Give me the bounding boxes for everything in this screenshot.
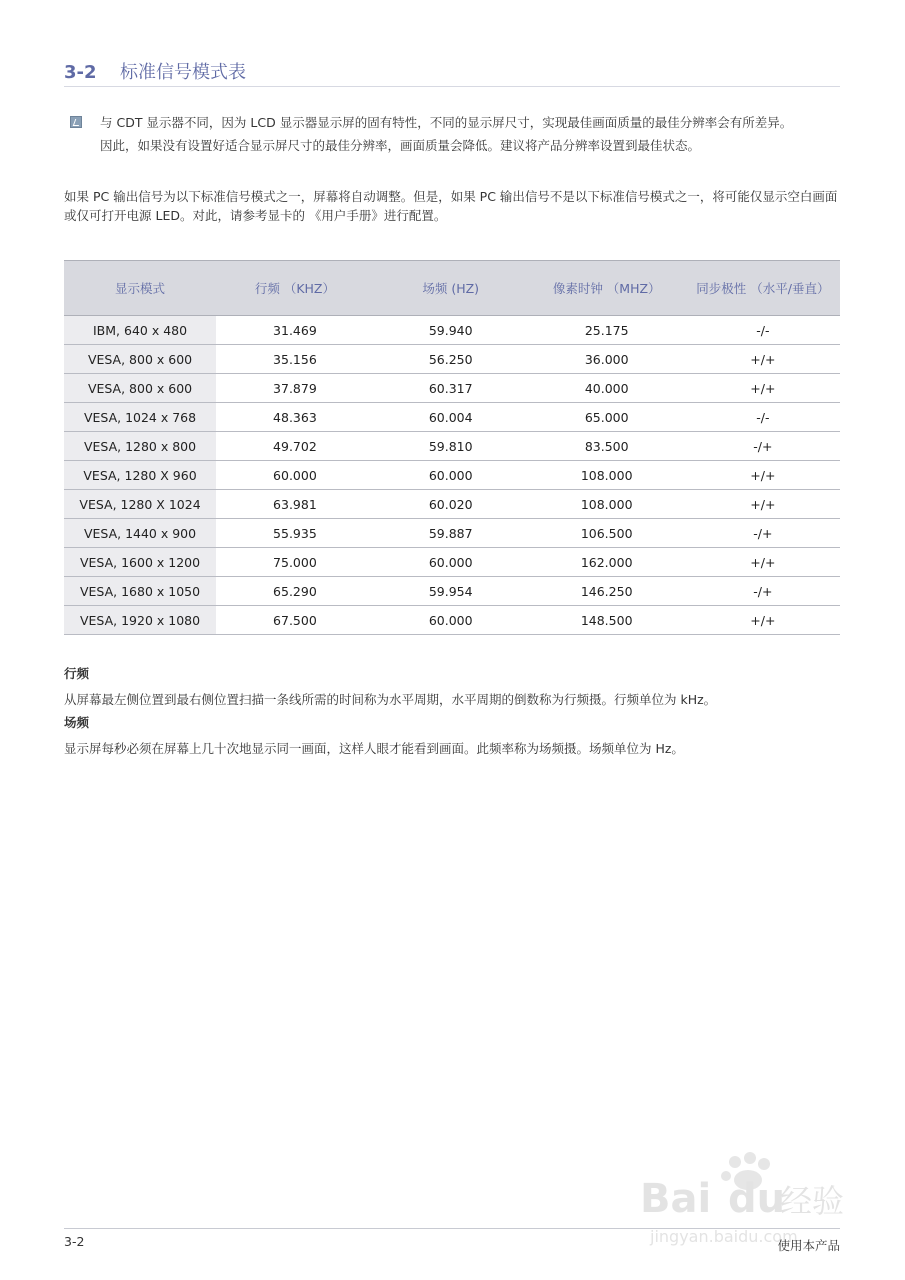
header-pixel-clock: 像素时钟 （MHZ） <box>528 261 686 316</box>
cell-pixel-clock: 162.000 <box>528 548 686 577</box>
cell-sync-polarity: +/+ <box>686 548 840 577</box>
cell-horizontal-frequency: 48.363 <box>216 403 374 432</box>
cell-horizontal-frequency: 75.000 <box>216 548 374 577</box>
table-row <box>64 345 840 374</box>
cell-sync-polarity: +/+ <box>686 461 840 490</box>
cell-pixel-clock: 148.500 <box>528 606 686 635</box>
cell-vertical-frequency: 59.810 <box>374 432 528 461</box>
page-heading <box>64 60 840 87</box>
table-row <box>64 316 840 345</box>
cell-display-mode: VESA, 1024 x 768 <box>64 403 216 432</box>
cell-pixel-clock: 106.500 <box>528 519 686 548</box>
note-icon <box>70 116 82 128</box>
cell-sync-polarity: -/+ <box>686 519 840 548</box>
intro-paragraph: 如果 PC 输出信号为以下标准信号模式之一，屏幕将自动调整。但是，如果 PC 输出信号不是以下标准信号模式之一，将可能仅显示空白画面或仅可打开电源 LED。对此，请参考显卡的 《用户手册》进行配置。 <box>64 189 838 223</box>
cell-pixel-clock: 146.250 <box>528 577 686 606</box>
cell-sync-polarity: -/+ <box>686 577 840 606</box>
signal-mode-table <box>64 260 840 635</box>
cell-display-mode: VESA, 800 x 600 <box>64 345 216 374</box>
cell-vertical-frequency: 56.250 <box>374 345 528 374</box>
note-line-2: 因此，如果没有设置好适合显示屏尺寸的最佳分辨率，画面质量会降低。建议将产品分辨率设置到最佳状态。 <box>100 138 701 153</box>
table-row <box>64 490 840 519</box>
cell-display-mode: VESA, 1920 x 1080 <box>64 606 216 635</box>
cell-horizontal-frequency: 49.702 <box>216 432 374 461</box>
watermark-suffix: 经验 <box>780 1182 845 1220</box>
cell-sync-polarity: -/- <box>686 316 840 345</box>
cell-display-mode: VESA, 800 x 600 <box>64 374 216 403</box>
cell-display-mode: VESA, 1440 x 900 <box>64 519 216 548</box>
cell-pixel-clock: 36.000 <box>528 345 686 374</box>
cell-horizontal-frequency: 60.000 <box>216 461 374 490</box>
definition-text: 显示屏每秒必须在屏幕上几十次地显示同一画面，这样人眼才能看到画面。此频率称为场频摄。场频单位为 Hz。 <box>64 741 684 756</box>
table-body <box>64 316 840 635</box>
watermark-brand: Bai <box>640 1176 712 1222</box>
cell-vertical-frequency: 60.000 <box>374 461 528 490</box>
cell-horizontal-frequency: 67.500 <box>216 606 374 635</box>
table-row <box>64 519 840 548</box>
footer-page-number: 3-2 <box>64 1234 85 1249</box>
svg-text:du: du <box>728 1176 786 1222</box>
table-row <box>64 577 840 606</box>
footer-chapter-title: 使用本产品 <box>777 1238 840 1253</box>
cell-display-mode: VESA, 1280 X 960 <box>64 461 216 490</box>
cell-sync-polarity: -/- <box>686 403 840 432</box>
cell-display-mode: VESA, 1280 X 1024 <box>64 490 216 519</box>
table-row <box>64 606 840 635</box>
cell-horizontal-frequency: 65.290 <box>216 577 374 606</box>
cell-sync-polarity: +/+ <box>686 374 840 403</box>
definition-text: 从屏幕最左侧位置到最右侧位置扫描一条线所需的时间称为水平周期，水平周期的倒数称为行频摄。行频单位为 kHz。 <box>64 692 717 707</box>
definition-horizontal <box>64 664 840 709</box>
cell-pixel-clock: 108.000 <box>528 461 686 490</box>
table-row <box>64 374 840 403</box>
cell-sync-polarity: -/+ <box>686 432 840 461</box>
cell-vertical-frequency: 59.954 <box>374 577 528 606</box>
cell-sync-polarity: +/+ <box>686 345 840 374</box>
cell-pixel-clock: 83.500 <box>528 432 686 461</box>
table-header-row <box>64 261 840 316</box>
section-title: 标准信号模式表 <box>120 62 246 83</box>
cell-horizontal-frequency: 55.935 <box>216 519 374 548</box>
definition-title: 行频 <box>64 666 90 681</box>
table-row <box>64 548 840 577</box>
cell-sync-polarity: +/+ <box>686 606 840 635</box>
table-row <box>64 403 840 432</box>
note-box <box>70 114 840 160</box>
header-horizontal-frequency: 行频 （KHZ） <box>216 261 374 316</box>
cell-display-mode: VESA, 1600 x 1200 <box>64 548 216 577</box>
cell-horizontal-frequency: 35.156 <box>216 345 374 374</box>
cell-horizontal-frequency: 37.879 <box>216 374 374 403</box>
header-display-mode: 显示模式 <box>64 261 216 316</box>
section-number: 3-2 <box>64 62 97 83</box>
cell-vertical-frequency: 60.000 <box>374 606 528 635</box>
cell-display-mode: IBM, 640 x 480 <box>64 316 216 345</box>
cell-vertical-frequency: 59.887 <box>374 519 528 548</box>
cell-horizontal-frequency: 63.981 <box>216 490 374 519</box>
cell-pixel-clock: 25.175 <box>528 316 686 345</box>
watermark-url: jingyan.baidu.com <box>650 1227 798 1246</box>
cell-vertical-frequency: 60.004 <box>374 403 528 432</box>
table-row <box>64 432 840 461</box>
cell-display-mode: VESA, 1680 x 1050 <box>64 577 216 606</box>
cell-display-mode: VESA, 1280 x 800 <box>64 432 216 461</box>
header-vertical-frequency: 场频 (HZ) <box>374 261 528 316</box>
cell-vertical-frequency: 59.940 <box>374 316 528 345</box>
header-sync-polarity: 同步极性 （水平/垂直） <box>686 261 840 316</box>
cell-vertical-frequency: 60.020 <box>374 490 528 519</box>
cell-pixel-clock: 108.000 <box>528 490 686 519</box>
note-line-1: 与 CDT 显示器不同，因为 LCD 显示器显示屏的固有特性，不同的显示屏尺寸，实现最佳画面质量的最佳分辨率会有所差异。 <box>100 115 793 130</box>
cell-pixel-clock: 65.000 <box>528 403 686 432</box>
footer-divider <box>64 1228 840 1229</box>
definition-vertical <box>64 713 840 758</box>
cell-horizontal-frequency: 31.469 <box>216 316 374 345</box>
table-row <box>64 461 840 490</box>
cell-vertical-frequency: 60.000 <box>374 548 528 577</box>
cell-vertical-frequency: 60.317 <box>374 374 528 403</box>
definition-title: 场频 <box>64 715 90 730</box>
cell-sync-polarity: +/+ <box>686 490 840 519</box>
cell-pixel-clock: 40.000 <box>528 374 686 403</box>
